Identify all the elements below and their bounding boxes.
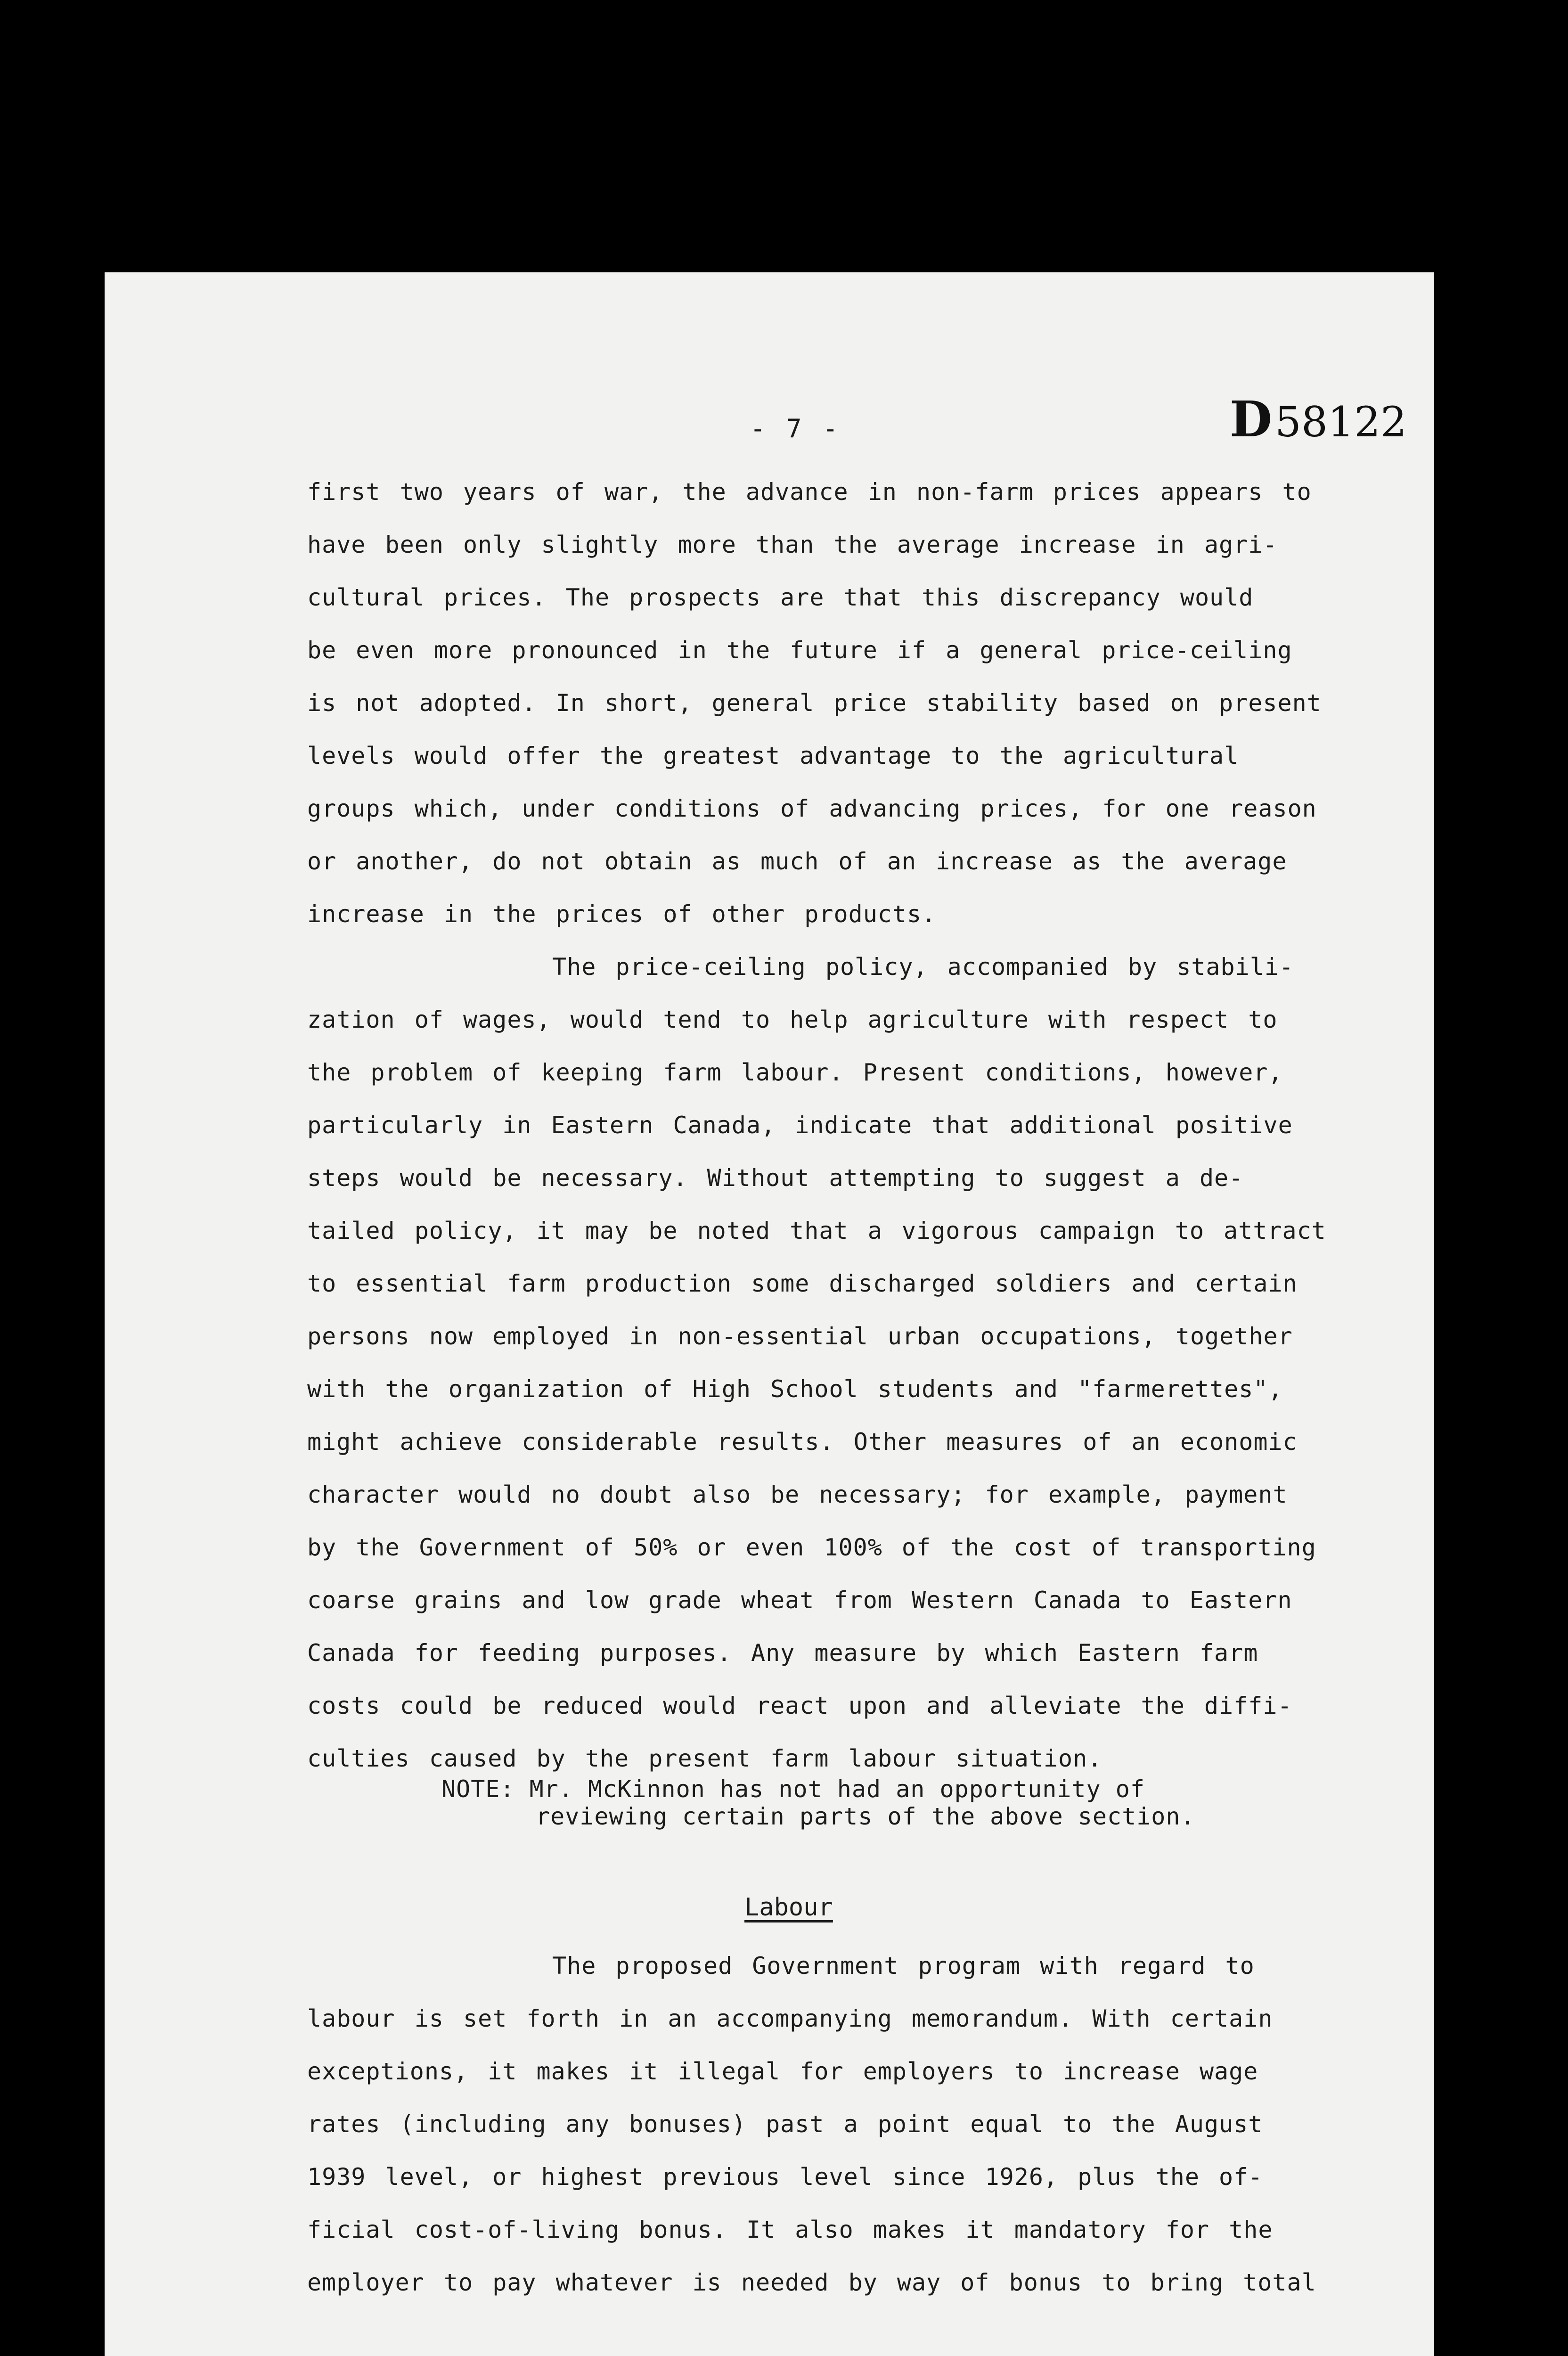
section-heading: Labour <box>744 1893 833 1922</box>
text-line: levels would offer the greatest advantage to the agricultural <box>307 742 1239 769</box>
editorial-note <box>441 1775 1337 1830</box>
text-line: with the organization of High School students and "farmerettes", <box>307 1375 1283 1403</box>
text-line: persons now employed in non-essential urban occupations, together <box>307 1323 1293 1350</box>
text-line: culties caused by the present farm labour situation. <box>307 1745 1102 1772</box>
text-line: coarse grains and low grade wheat from Western Canada to Eastern <box>307 1587 1292 1614</box>
text-line: might achieve considerable results. Other measures of an economic <box>307 1428 1298 1456</box>
text-line: tailed policy, it may be noted that a vigorous campaign to attract <box>307 1217 1326 1244</box>
paragraph-labour-program <box>307 1939 1372 2309</box>
text-line: labour is set forth in an accompanying memorandum. With certain <box>307 2005 1273 2032</box>
text-line: first two years of war, the advance in non-farm prices appears to <box>307 478 1312 506</box>
text-line: steps would be necessary. Without attempting to suggest a de- <box>307 1164 1244 1192</box>
text-line: Canada for feeding purposes. Any measure by which Eastern farm <box>307 1639 1258 1667</box>
page-number: - 7 - <box>750 414 841 443</box>
text-line: The proposed Government program with regard to <box>552 1952 1255 1980</box>
text-line: rates (including any bonuses) past a point equal to the August <box>307 2111 1263 2138</box>
text-line: groups which, under conditions of advancing prices, for one reason <box>307 795 1317 822</box>
note-line: reviewing certain parts of the above section. <box>536 1803 1195 1830</box>
note-line <box>441 1775 1337 1803</box>
text-line: character would no doubt also be necessary; for example, payment <box>307 1481 1288 1508</box>
note-label: NOTE: <box>441 1775 515 1803</box>
text-line: have been only slightly more than the average increase in agri- <box>307 531 1278 558</box>
document-id-number: 58122 <box>1275 398 1407 446</box>
text-line: zation of wages, would tend to help agriculture with respect to <box>307 1006 1278 1033</box>
text-line: increase in the prices of other products. <box>307 900 937 928</box>
text-line: or another, do not obtain as much of an increase as the average <box>307 848 1287 875</box>
text-line: be even more pronounced in the future if a general price-ceiling <box>307 637 1292 664</box>
text-line: cultural prices. The prospects are that this discrepancy would <box>307 584 1254 611</box>
document-id-stamp <box>1230 390 1407 448</box>
paragraph-price-ceiling-policy <box>307 941 1372 1785</box>
text-line: is not adopted. In short, general price stability based on present <box>307 689 1322 717</box>
text-line: The price-ceiling policy, accompanied by stabili- <box>552 953 1294 981</box>
text-line: costs could be reduced would react upon and alleviate the diffi- <box>307 1692 1292 1719</box>
document-id-prefix: D <box>1229 390 1273 448</box>
text-line: 1939 level, or highest previous level since 1926, plus the of- <box>307 2163 1263 2191</box>
document-page <box>105 272 1434 2356</box>
text-line: ficial cost-of-living bonus. It also makes it mandatory for the <box>307 2216 1273 2243</box>
text-line: to essential farm production some discharged soldiers and certain <box>307 1270 1298 1297</box>
text-line: exceptions, it makes it illegal for employers to increase wage <box>307 2058 1258 2085</box>
text-line: by the Government of 50% or even 100% of the cost of transporting <box>307 1534 1316 1561</box>
paragraph-price-stability <box>307 466 1372 941</box>
note-text: Mr. McKinnon has not had an opportunity of <box>529 1775 1145 1803</box>
text-line: employer to pay whatever is needed by way of bonus to bring total <box>307 2269 1316 2296</box>
text-line: the problem of keeping farm labour. Present conditions, however, <box>307 1059 1283 1086</box>
text-line: particularly in Eastern Canada, indicate that additional positive <box>307 1112 1293 1139</box>
